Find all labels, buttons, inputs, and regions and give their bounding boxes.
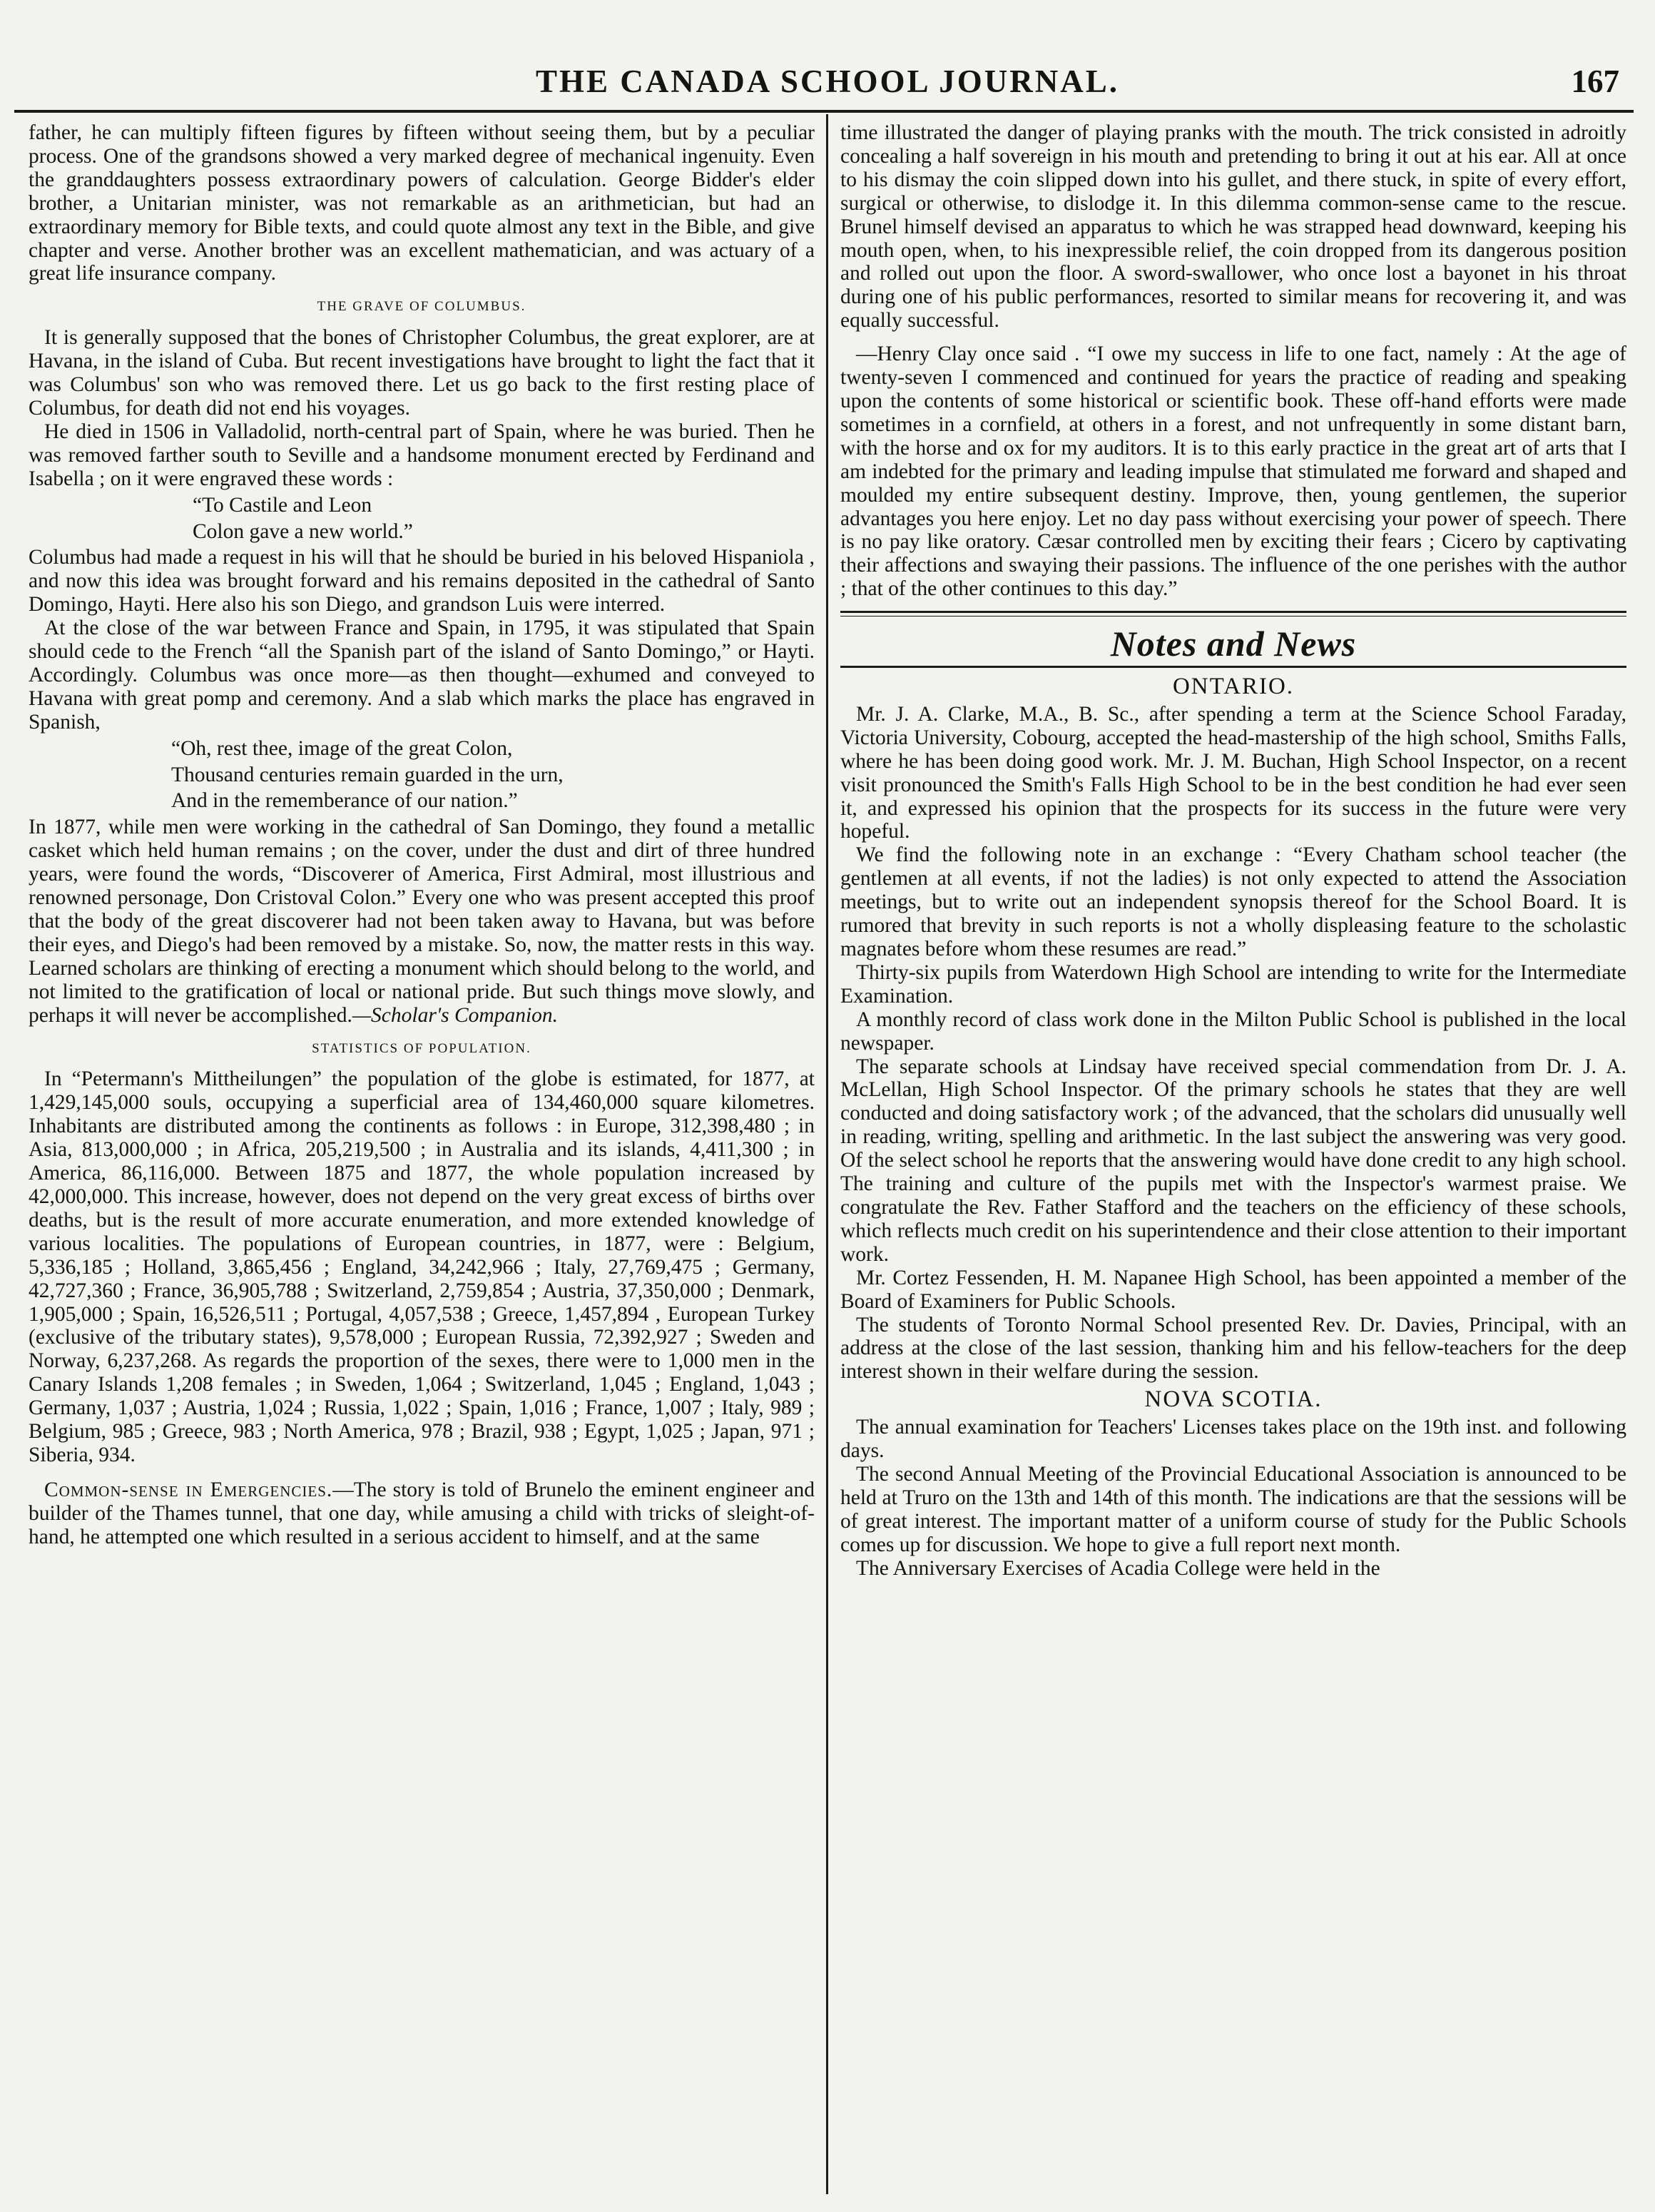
inscription-verse: [29, 494, 815, 544]
common-sense-text: —The story is told of Brunelo the eminent engineer and builder of the Thames tunnel, that one day, while amusing a child with tricks of sleight-of-hand, he attempted one which resulted in a serious accident to himself, and at the same: [29, 1478, 815, 1548]
verse-line: “Oh, rest thee, image of the great Colon,: [171, 736, 513, 760]
page-number: 167: [1571, 64, 1619, 99]
news-item: Mr. Cortez Fessenden, H. M. Napanee High School, has been appointed a member of the Board of Examiners for Public Schools.: [840, 1266, 1626, 1313]
columbus-paragraph: It is generally supposed that the bones of Christopher Columbus, the great explorer, are at Havana, in the island of Cuba. But recent investigations have brought to light the fact that it was Columbus' son who was removed there. Let us go back to the first resting place of Columbus, for death did not end his voyages.: [29, 326, 815, 420]
statistics-paragraph: In “Petermann's Mittheilungen” the population of the globe is estimated, for 1877, at 1,429,145,000 souls, occupying a superficial area of 134,460,000 square kilometres. Inhabitants are distributed among the continents as follows : in Europe, 312,398,480 ; in Asia, 813,000,000 ; in Africa, 205,219,500 ; in Australia and its islands, 4,411,300 ; in America, 86,116,000. Between 1875 and 1877, the whole population increased by 42,000,000. This increase, however, does not depend on the very great excess of births over deaths, but is the result of more accurate enumeration, and more extended knowledge of various localities. The populations of European countries, in 1877, were : Belgium, 5,336,185 ; Holland, 3,865,456 ; England, 34,242,966 ; Italy, 27,769,475 ; Germany, 42,727,360 ; France, 36,905,788 ; Switzerland, 2,759,854 ; Austria, 37,350,000 ; Denmark, 1,905,000 ; Spain, 16,526,511 ; Portugal, 4,057,538 ; Greece, 1,457,894 , European Turkey (exclusive of the tributary states), 9,578,000 ; European Russia, 72,392,927 ; Sweden and Norway, 6,237,268. As regards the proportion of the sexes, there were to 1,000 men in the Canary Islands 1,208 females ; in Sweden, 1,064 ; Switzerland, 1,045 ; England, 1,043 ; Germany, 1,037 ; Austria, 1,024 ; Russia, 1,022 ; Spain, 1,016 ; France, 1,007 ; Italy, 989 ; Belgium, 985 ; Greece, 983 ; North America, 978 ; Brazil, 938 ; Egypt, 1,025 ; Japan, 971 ; Siberia, 934.: [29, 1067, 815, 1466]
source-citation: —Scholar's Companion.: [352, 1003, 559, 1027]
verse-line: “To Castile and Leon: [193, 493, 372, 517]
columbus-paragraph: At the close of the war between France and Spain, in 1795, it was stipulated that Spain should cede to the French “all the Spanish part of the island of Santo Domingo,” or Hayti. Accordingly. Columbus was once more—as then thought—exhumed and conveyed to Havana with great pomp and ceremony. And a slab which marks the place has engraved in Spanish,: [29, 617, 815, 734]
columbus-paragraph: Columbus had made a request in his will that he should be buried in his beloved Hispaniola , and now this idea was brought forward and his remains deposited in the cathedral of Santo Domingo, Hayti. Here also his son Diego, and grandson Luis were interred.: [29, 546, 815, 617]
statistics-heading: STATISTICS OF POPULATION.: [312, 1040, 531, 1056]
right-column: [840, 121, 1626, 2194]
henry-clay-paragraph: —Henry Clay once said . “I owe my success in life to one fact, namely : At the age of twenty-seven I commenced and continued for years the practice of reading and speaking upon the contents of some historical or scientific book. These off-hand efforts were made sometimes in a cornfield, at others in a forest, and not unfrequently in some distant barn, with the horse and ox for my auditors. It is to this early practice in the great art of arts that I am indebted for the primary and leading impulse that stimulated me forward and shaped and moulded my entire subsequent destiny. Improve, then, young gentlemen, the superior advantages you here enjoy. Let no day pass without exercising your power of speech. There is no pay like oratory. Cæsar controlled men by exciting their fears ; Cicero by captivating their affections and swaying their passions. The influence of the one perishes with the author ; that of the other continues to this day.”: [840, 343, 1626, 601]
header-rule: [14, 110, 1634, 113]
section-rule: [840, 666, 1626, 668]
nova-scotia-heading: NOVA SCOTIA.: [1144, 1386, 1323, 1413]
news-item: The students of Toronto Normal School presented Rev. Dr. Davies, Principal, with an address at the close of the last session, thanking him and his fellow-teachers for the deep interest shown in their welfare during the session.: [840, 1313, 1626, 1384]
common-sense-paragraph: [29, 1478, 815, 1549]
news-item: The second Annual Meeting of the Provincial Educational Association is announced to be held at Truro on the 13th and 14th of this month. The indications are that the sessions will be of great interest. The important matter of a uniform course of study for the Public Schools comes up for discussion. We hope to give a full report next month.: [840, 1462, 1626, 1556]
slab-verse: [29, 737, 815, 813]
intro-paragraph: father, he can multiply fifteen figures by fifteen without seeing them, but by a peculiar process. One of the grandsons showed a very marked degree of mechanical ingenuity. Even the granddaughters possess extraordinary powers of calculation. George Bidder's elder brother, a Unitarian minister, was not remarkable as an arithmetician, but had an extraordinary memory for Bible texts, and could quote almost any text in the Bible, and give chapter and verse. Another brother was an excellent mathematician, and was actuary of a great life insurance company.: [29, 121, 815, 285]
verse-line: Thousand centuries remain guarded in the urn,: [171, 763, 564, 786]
notes-and-news-title: Notes and News: [1110, 624, 1357, 664]
column-divider: [826, 114, 828, 2194]
section-rule: [840, 611, 1626, 617]
columbus-text: In 1877, while men were working in the cathedral of San Domingo, they found a metallic casket which held human remains ; on the cover, under the dust and dirt of three hundred years, were found the words, “Discoverer of America, First Admiral, most illustrious and renowned personage, Don Cristoval Colon.” Every one who was present accepted this proof that the body of the great discoverer had not been taken away to Havana, but was before their eyes, and Diego's had been removed by a mistake. So, now, the matter rests in this way. Learned scholars are thinking of erecting a monument which should belong to the world, and not limited to the gratification of local or national pride. But such things move slowly, and perhaps it will never be accomplished.: [29, 816, 815, 1027]
news-item: We find the following note in an exchange : “Every Chatham school teacher (the gentlemen at all events, if not the ladies) is not only expected to attend the Association meetings, but to write out an independent synopsis thereof for the School Board. It is rumored that brevity in such reports is not a wholly displeasing feature to the scholastic magnates before whom these resumes are read.”: [840, 843, 1626, 960]
common-sense-lead: Common-sense in Emergencies.: [44, 1478, 333, 1501]
left-column: [29, 121, 815, 2194]
brunel-paragraph: time illustrated the danger of playing pranks with the mouth. The trick consisted in adroitly concealing a half sovereign in his mouth and pretending to bring it out at his ear. All at once to his dismay the coin slipped down into his gullet, and there stuck, in spite of every effort, surgical or otherwise, to dislodge it. In this dilemma common-sense came to the rescue. Brunel himself devised an apparatus to which he was strapped head downward, keeping his mouth open, when, to his inexpressible relief, the coin dropped from its dangerous position and rolled out upon the floor. A sword-swallower, who once lost a bayonet in his throat during one of his public performances, resorted to similar means for recovering it, and was equally successful.: [840, 121, 1626, 333]
news-item: Thirty-six pupils from Waterdown High School are intending to write for the Intermediate Examination.: [840, 960, 1626, 1008]
verse-line: Colon gave a new world.”: [193, 519, 413, 543]
columbus-paragraph: He died in 1506 in Valladolid, north-central part of Spain, where he was buried. Then he was removed farther south to Seville and a handsome monument erected by Ferdinand and Isabella ; on it were engraved these words :: [29, 420, 815, 490]
page-header: [29, 41, 1626, 106]
verse-line: And in the rememberance of our nation.”: [171, 789, 518, 813]
news-item: A monthly record of class work done in the Milton Public School is published in the local newspaper.: [840, 1008, 1626, 1055]
news-item: Mr. J. A. Clarke, M.A., B. Sc., after spending a term at the Science School Faraday, Victoria University, Cobourg, accepted the head-mastership of the high school, Smiths Falls, where he has been doing good work. Mr. J. M. Buchan, High School Inspector, on a recent visit pronounced the Smith's Falls High School to be in the best condition he had ever seen it, and expressed his opinion that the prospects for its success in the future were very hopeful.: [840, 702, 1626, 843]
columbus-heading: THE GRAVE OF COLUMBUS.: [317, 299, 526, 315]
news-item: The Anniversary Exercises of Acadia College were held in the: [856, 1556, 1380, 1580]
news-item: The separate schools at Lindsay have received special commendation from Dr. J. A. McLellan, High School Inspector. Of the primary schools he states that they are well conducted and doing satisfactory work ; of the advanced, that the scholars did unusually well in reading, writing, spelling and arithmetic. In the last subject the answering was very good. Of the select school he reports that the answering would have done credit to any high school. The training and culture of the pupils met with the Inspector's warmest praise. We congratulate the Rev. Father Stafford and the teachers on the efficiency of these schools, which reflects much credit on his superintendence and their close attention to their important work.: [840, 1055, 1626, 1266]
journal-title: THE CANADA SCHOOL JOURNAL.: [535, 64, 1120, 99]
columbus-paragraph: [29, 816, 815, 1027]
ontario-heading: ONTARIO.: [1172, 674, 1295, 700]
news-item: The annual examination for Teachers' Licenses takes place on the 19th inst. and following days.: [840, 1416, 1626, 1463]
